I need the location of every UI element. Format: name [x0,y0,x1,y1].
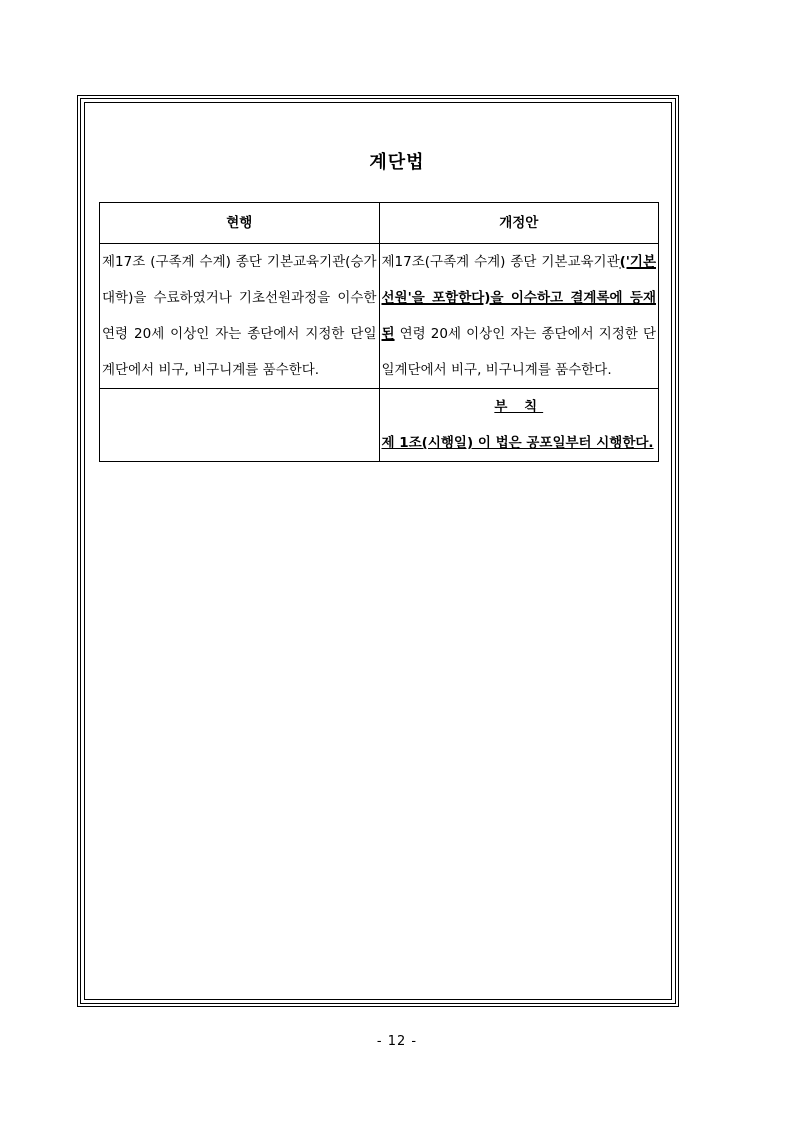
table-row-article-17 [100,244,659,389]
amended-text-emphasis: ('기본선원'을 포함한다)을 이수하고 결계록에 등재된 [381,254,656,342]
table-row-supplementary [100,389,659,462]
amended-text-part2: 연령 20세 이상인 자는 종단에서 지정한 단일계단에서 비구, 비구니계를 품수한다. [381,326,656,378]
cell-current-supplementary [100,389,380,462]
cell-amended-supplementary [379,389,659,462]
cell-amended-article-17 [379,244,659,389]
supplementary-title: 부 칙 [494,399,544,415]
document-title: 계단법 [369,152,425,173]
page-number: - 12 - [376,1034,418,1049]
table-header-row [100,203,659,244]
header-current: 현행 [100,203,380,244]
amended-text-part1: 제17조(구족계 수계) 종단 기본교육기관 [381,254,620,270]
comparison-table [99,202,659,462]
supplementary-body: 제 1조(시행일) 이 법은 공포일부터 시행한다. [381,435,654,451]
header-amended: 개정안 [379,203,659,244]
cell-current-article-17: 제17조 (구족계 수계) 종단 기본교육기관(승가대학)을 수료하였거나 기초선원과정을 이수한 연령 20세 이상인 자는 종단에서 지정한 단일계단에서 비구, 비구니계를 품수한다. [100,244,380,389]
